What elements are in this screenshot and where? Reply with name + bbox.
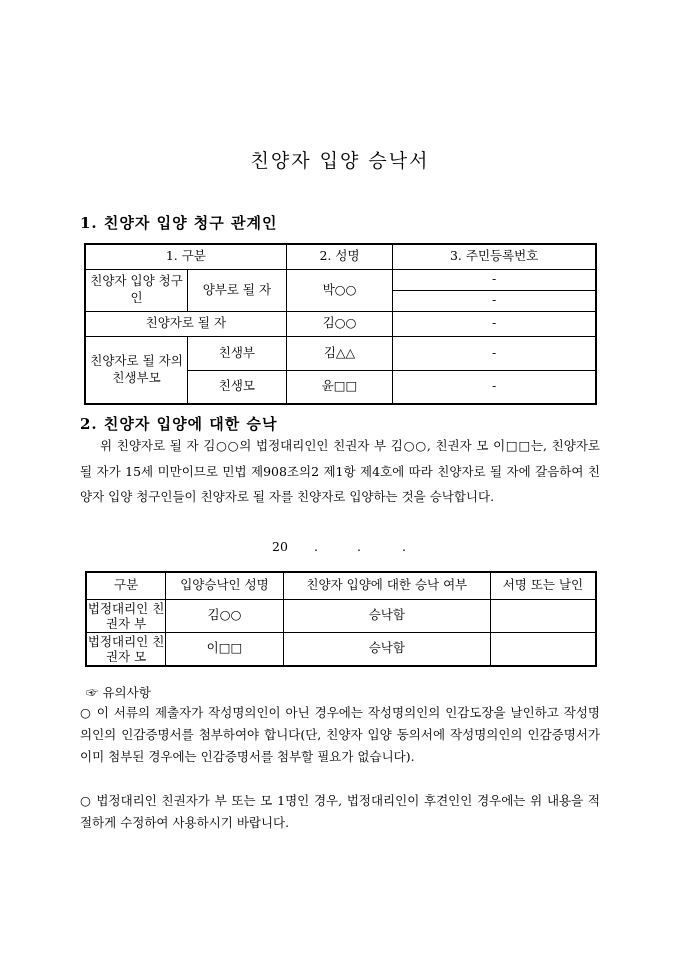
header-name: 2. 성명: [286, 244, 393, 269]
parties-table: [84, 243, 597, 405]
header-id-number: 3. 주민등록번호: [393, 244, 596, 269]
signature-cell[interactable]: [490, 632, 596, 666]
consent-table: [85, 571, 597, 667]
document-title: 친양자 입양 승낙서: [250, 150, 430, 172]
date-separator: .: [357, 539, 361, 554]
claimant-id-2: -: [393, 290, 596, 311]
father-id: -: [393, 336, 596, 370]
date-separator: .: [314, 539, 318, 554]
row-role: 법정대리인 친권자 모: [86, 632, 166, 666]
claimant-sub-label: 양부로 될 자: [188, 269, 287, 311]
claimant-id-1: -: [393, 269, 596, 290]
adoptee-label: 친양자로 될 자: [85, 311, 286, 336]
row-consent: 승낙함: [283, 599, 490, 632]
table-row: [86, 632, 596, 666]
claimant-group-label: 친양자 입양 청구인: [85, 269, 188, 311]
header-category: 구분: [86, 572, 166, 599]
row-role: 법정대리인 친권자 부: [87, 600, 165, 631]
consent-statement: 위 친양자로 될 자 김○○의 법정대리인인 친권자 부 김○○, 친권자 모 이□□는, 친양자로 될 자가 15세 미만이므로 민법 제908조의2 제1항 제4호에 따라 친양자로 될 자에 갈음하여 친양자 입양 청구인들이 친양자로 될 자를 친양자로 입양하는 것을 승낙합니다.: [80, 438, 600, 504]
mother-id: -: [393, 370, 596, 404]
mother-name: 윤□□: [286, 370, 393, 404]
row-consent: 승낙함: [283, 632, 490, 666]
row-name: 김○○: [166, 599, 284, 632]
father-label: 친생부: [188, 336, 287, 370]
notes-title: ☞ 유의사항: [86, 685, 151, 700]
adoptee-name: 김○○: [286, 311, 393, 336]
header-signature: 서명 또는 날인: [490, 572, 596, 599]
header-consenter-name: 입양승낙인 성명: [166, 572, 284, 599]
header-category: 1. 구분: [85, 244, 286, 269]
date-year-prefix: 20: [272, 539, 288, 554]
section2-heading: 2. 친양자 입양에 대한 승낙: [80, 415, 278, 433]
row-name: 이□□: [166, 632, 284, 666]
adoptee-id: -: [393, 311, 596, 336]
header-consent-status: 친양자 입양에 대한 승낙 여부: [283, 572, 490, 599]
claimant-name: 박○○: [286, 269, 393, 311]
date-separator: .: [402, 539, 406, 554]
section1-heading: 1. 친양자 입양 청구 관계인: [80, 214, 278, 232]
birth-parents-group-label: 친양자로 될 자의 친생부모: [85, 336, 188, 404]
note-item: ○ 이 서류의 제출자가 작성명의인이 아닌 경우에는 작성명의인의 인감도장을 날인하고 작성명의인의 인감증명서를 첨부하여야 합니다(단, 친양자 입양 동의서에 작성명의인의 인감증명서가 이미 첨부된 경우에는 인감증명서를 첨부할 필요가 없습니다).: [80, 705, 600, 764]
table-row: [86, 599, 596, 632]
signature-cell[interactable]: [490, 599, 596, 632]
note-item: ○ 법정대리인 친권자가 부 또는 모 1명인 경우, 법정대리인이 후견인인 경우에는 위 내용을 적절하게 수정하여 사용하시기 바랍니다.: [80, 793, 600, 830]
father-name: 김△△: [286, 336, 393, 370]
mother-label: 친생모: [188, 370, 287, 404]
